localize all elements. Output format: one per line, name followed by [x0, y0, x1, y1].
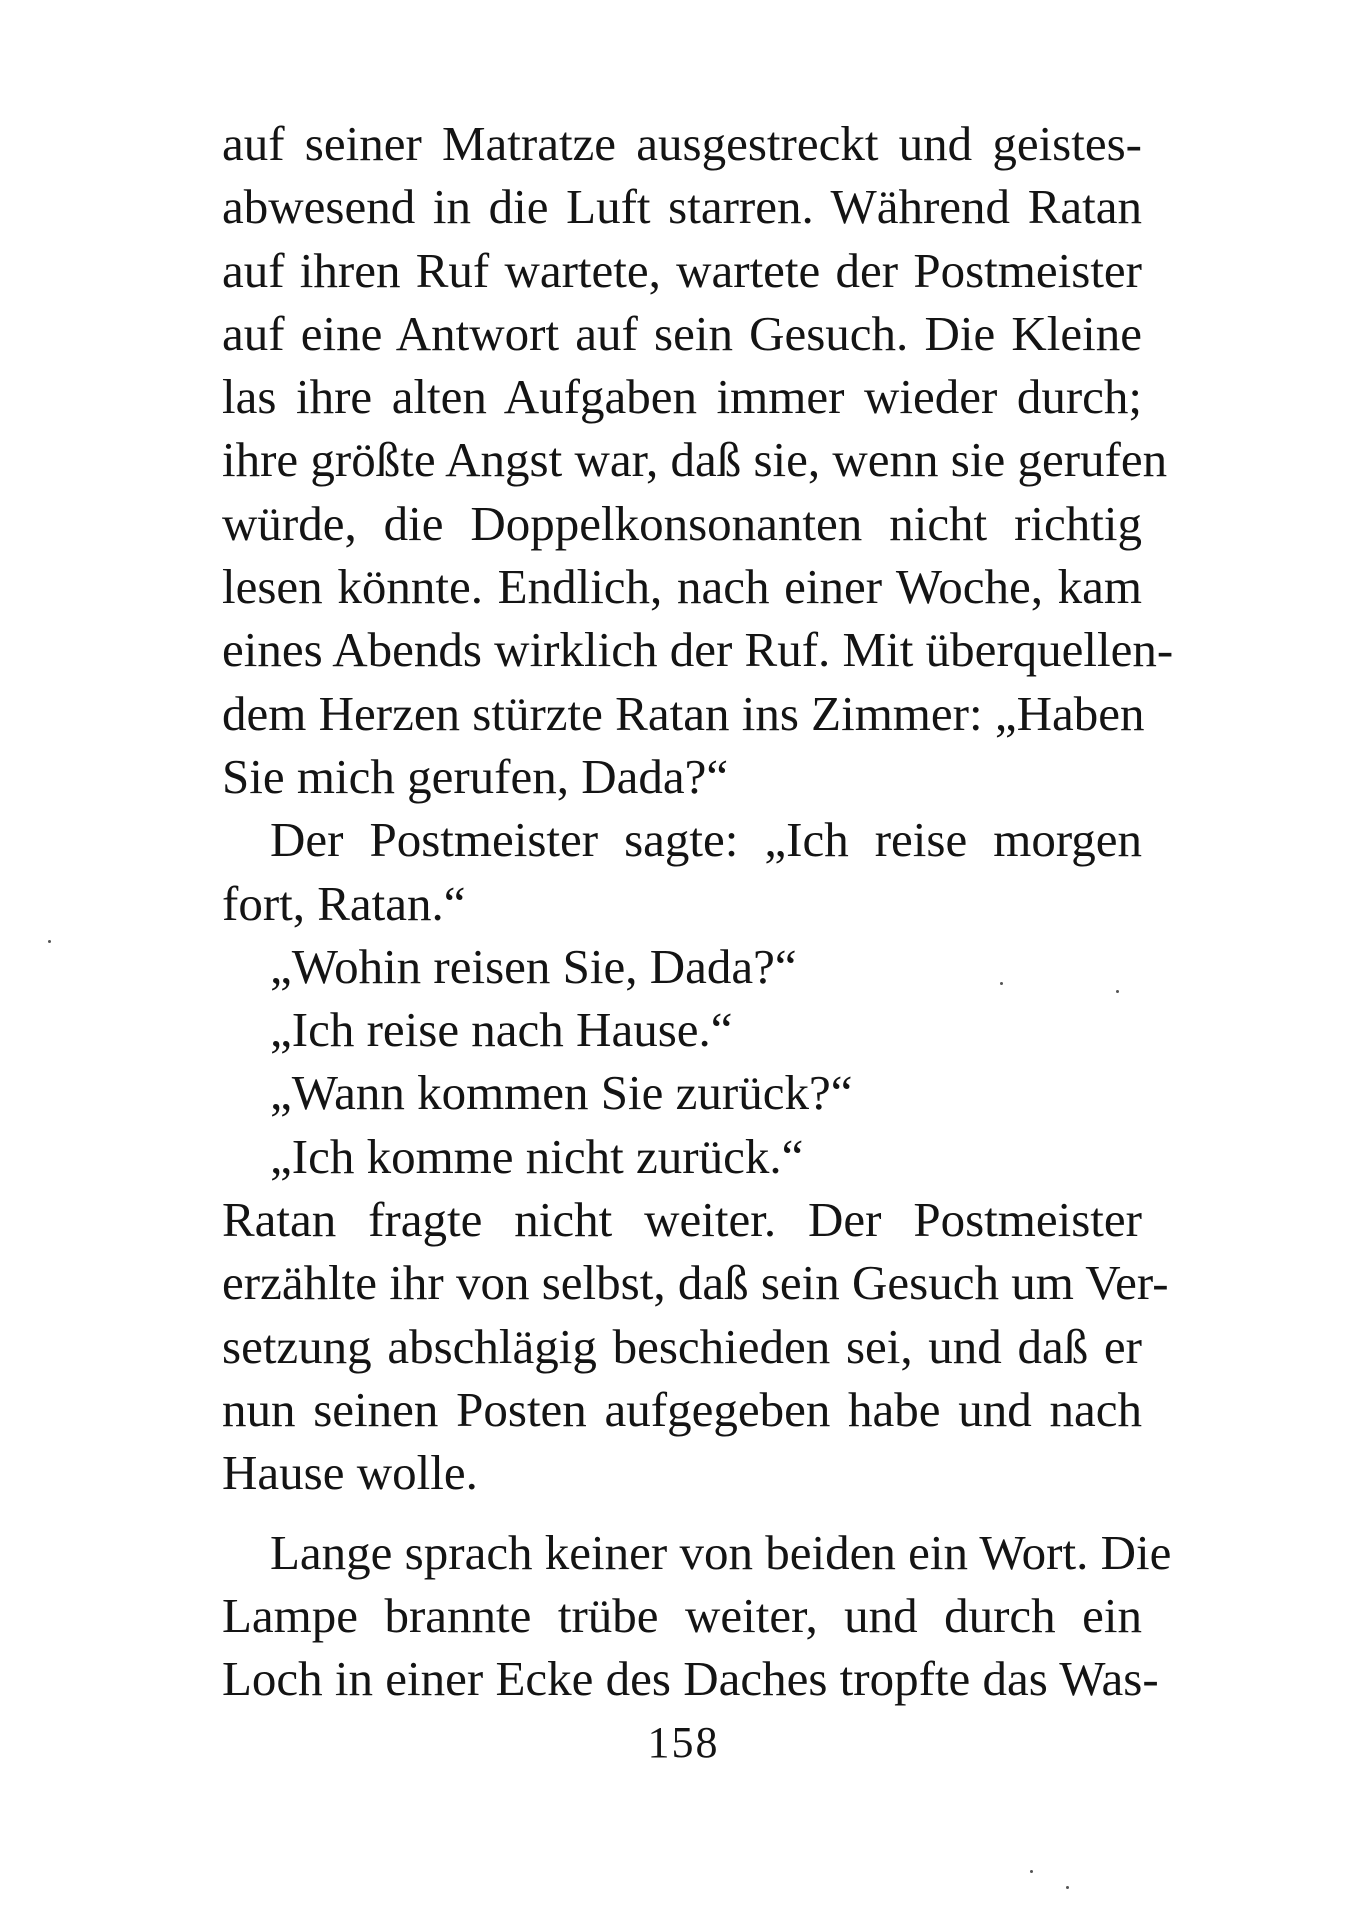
text-line: auf ihren Ruf wartete, wartete der Postmeister [222, 242, 1142, 298]
text-line: „Wann kommen Sie zurück?“ [270, 1065, 853, 1121]
paper-speck [1066, 1886, 1069, 1889]
text-line: Lampe brannte trübe weiter, und durch ein [222, 1587, 1142, 1643]
text-line: Ratan fragte nicht weiter. Der Postmeister [222, 1192, 1142, 1248]
text-line: erzählte ihr von selbst, daß sein Gesuch um Ver- [222, 1255, 1169, 1311]
text-line: fort, Ratan.“ [222, 875, 466, 931]
text-line: abwesend in die Luft starren. Während Ratan [222, 179, 1142, 235]
text-line: ihre größte Angst war, daß sie, wenn sie gerufen [222, 432, 1168, 488]
text-line: Sie mich gerufen, Dada?“ [222, 748, 729, 804]
text-line: eines Abends wirklich der Ruf. Mit überquellen- [222, 622, 1174, 678]
paper-speck [1116, 990, 1119, 993]
text-line: „Ich komme nicht zurück.“ [270, 1128, 804, 1184]
text-line: Lange sprach keiner von beiden ein Wort. Die [270, 1524, 1172, 1580]
text-line: las ihre alten Aufgaben immer wieder durch; [222, 369, 1142, 425]
text-line: Loch in einer Ecke des Daches tropfte das Was- [222, 1651, 1159, 1707]
page-number: 158 [647, 1718, 720, 1767]
page-text [222, 112, 1174, 1710]
text-line: „Ich reise nach Hause.“ [270, 1002, 733, 1058]
text-line: setzung abschlägig beschieden sei, und daß er [222, 1318, 1142, 1374]
paper-speck [1030, 1870, 1033, 1873]
text-line: nun seinen Posten aufgegeben habe und nach [222, 1381, 1142, 1437]
paper-speck [1000, 982, 1003, 985]
text-line: auf eine Antwort auf sein Gesuch. Die Kleine [222, 305, 1142, 361]
text-line: dem Herzen stürzte Ratan ins Zimmer: „Haben [222, 685, 1145, 741]
text-line: auf seiner Matratze ausgestreckt und geistes- [222, 116, 1142, 171]
paragraph-gap [222, 1505, 1142, 1521]
paper-speck [48, 940, 51, 943]
text-line: Der Postmeister sagte: „Ich reise morgen [270, 812, 1142, 868]
text-line: würde, die Doppelkonsonanten nicht richtig [222, 495, 1142, 551]
text-line: lesen könnte. Endlich, nach einer Woche, kam [222, 559, 1142, 615]
text-line: Hause wolle. [222, 1445, 478, 1501]
text-line: „Wohin reisen Sie, Dada?“ [270, 938, 797, 994]
